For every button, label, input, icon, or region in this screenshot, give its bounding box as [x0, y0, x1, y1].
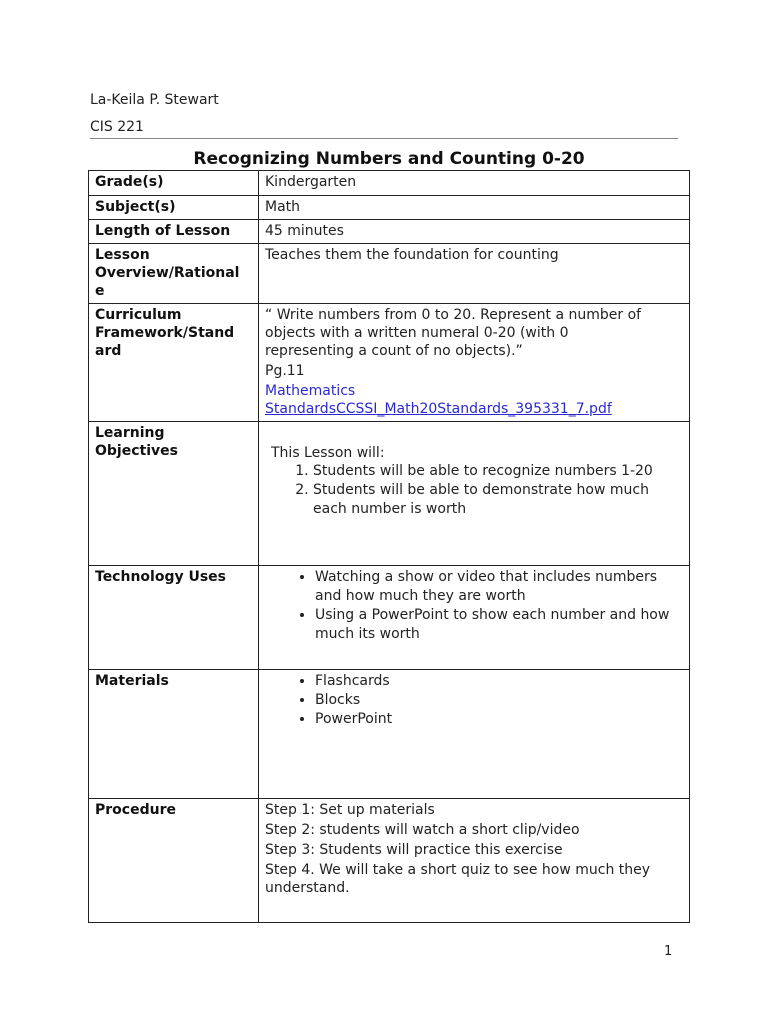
objectives-value: [259, 422, 690, 566]
curriculum-value: [259, 304, 690, 422]
standard-quote-line: “ Write numbers from 0 to 20. Represent a number of: [265, 307, 642, 323]
page-number: 1: [664, 944, 673, 959]
procedure-step: Step 3: Students will practice this exercise: [265, 842, 563, 858]
document-title: Recognizing Numbers and Counting 0-20: [193, 149, 585, 169]
standards-link[interactable]: [265, 382, 683, 418]
list-item: 2. Students will be able to demonstrate how much each number is worth: [313, 481, 683, 519]
objectives-intro: This Lesson will:: [271, 445, 385, 461]
table-row-length: [89, 220, 690, 244]
table-row-subject: [89, 196, 690, 220]
list-item: • Blocks: [315, 691, 683, 710]
grade-label: Grade(s): [89, 171, 259, 196]
procedure-label: Procedure: [89, 799, 259, 923]
subject-value: Math: [259, 196, 690, 220]
author-name: La-Keila P. Stewart: [90, 92, 219, 108]
technology-list: [265, 568, 683, 644]
length-value: 45 minutes: [259, 220, 690, 244]
overview-label-line: Lesson: [95, 247, 150, 263]
procedure-value: [259, 799, 690, 923]
lesson-plan-table: [88, 170, 690, 923]
grade-value: Kindergarten: [259, 171, 690, 196]
standard-quote-line: objects with a written numeral 0-20 (with 0: [265, 325, 569, 341]
objectives-label: [89, 422, 259, 566]
standards-link-text: Mathematics: [265, 383, 356, 399]
curriculum-label-line: Curriculum: [95, 307, 182, 323]
list-item: • Flashcards: [315, 672, 683, 691]
procedure-step: Step 4. We will take a short quiz to see how much they understand.: [265, 862, 651, 896]
overview-label: [89, 244, 259, 304]
standard-quote-line: representing a count of no objects).”: [265, 343, 523, 359]
page-reference: Pg.11: [265, 363, 305, 379]
table-row-overview: [89, 244, 690, 304]
table-row-grade: [89, 171, 690, 196]
objectives-label-line: Objectives: [95, 443, 178, 459]
standards-link-filename: StandardsCCSSI_Math20Standards_395331_7.pdf: [265, 401, 612, 417]
list-item: • Using a PowerPoint to show each number and how much its worth: [315, 606, 683, 644]
header-divider: [90, 138, 678, 139]
procedure-step: Step 1: Set up materials: [265, 802, 435, 818]
curriculum-label-line: ard: [95, 343, 122, 359]
list-item: • PowerPoint: [315, 710, 683, 729]
objectives-list: [265, 462, 683, 519]
objectives-label-line: Learning: [95, 425, 165, 441]
materials-label: Materials: [89, 670, 259, 799]
course-code: CIS 221: [90, 119, 144, 135]
table-row-objectives: [89, 422, 690, 566]
technology-value: [259, 566, 690, 670]
length-label: Length of Lesson: [89, 220, 259, 244]
materials-list: [265, 672, 683, 729]
overview-value: Teaches them the foundation for counting: [259, 244, 690, 304]
curriculum-label-line: Framework/Stand: [95, 325, 235, 341]
list-item: 1. Students will be able to recognize numbers 1-20: [313, 462, 683, 481]
table-row-curriculum: [89, 304, 690, 422]
table-row-materials: [89, 670, 690, 799]
list-item: • Watching a show or video that includes numbers and how much they are worth: [315, 568, 683, 606]
curriculum-label: [89, 304, 259, 422]
subject-label: Subject(s): [89, 196, 259, 220]
materials-value: [259, 670, 690, 799]
overview-label-line: Overview/Rational: [95, 265, 240, 281]
procedure-step: Step 2: students will watch a short clip/video: [265, 822, 580, 838]
overview-label-line: e: [95, 283, 105, 299]
technology-label: Technology Uses: [89, 566, 259, 670]
table-row-procedure: [89, 799, 690, 923]
table-row-technology: [89, 566, 690, 670]
